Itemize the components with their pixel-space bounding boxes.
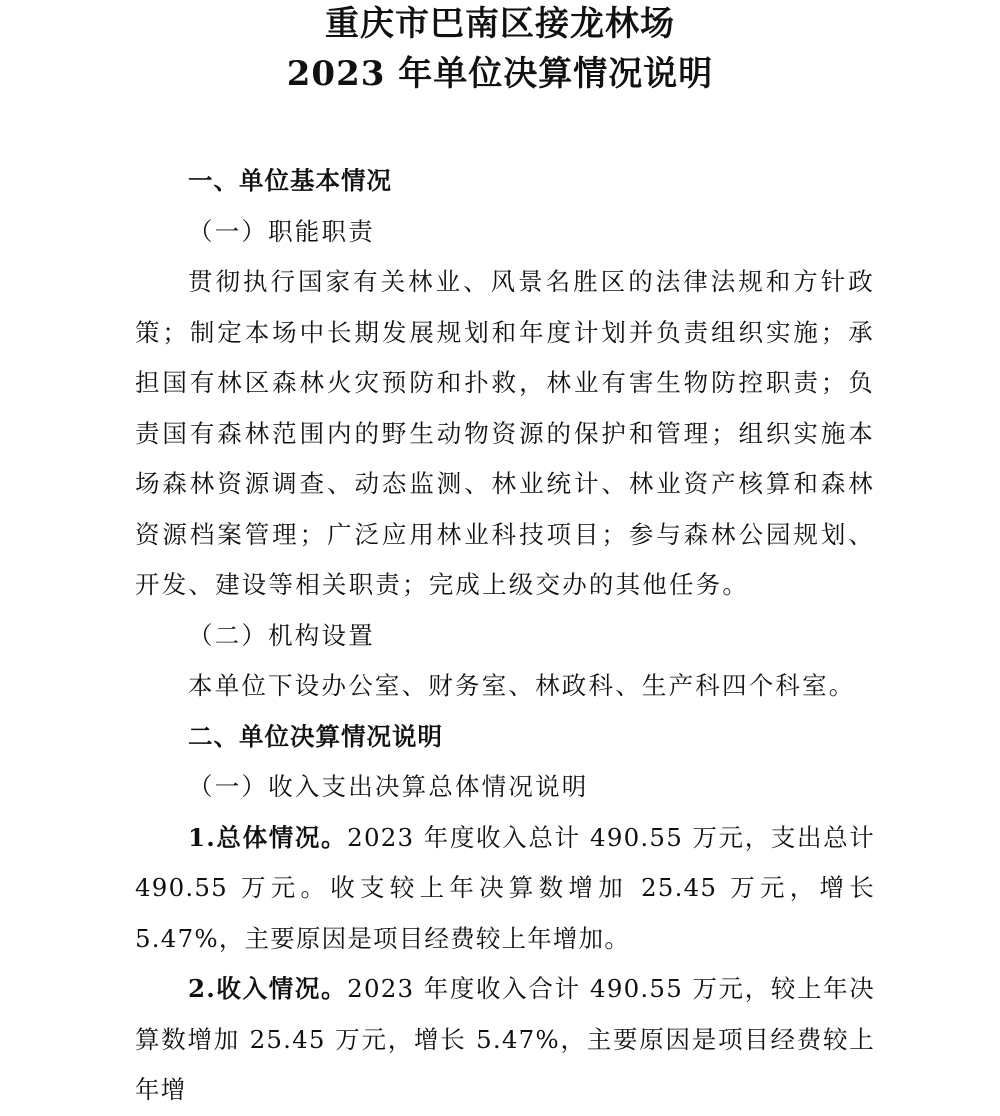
section1-sub2-body: 本单位下设办公室、财务室、林政科、生产科四个科室。 <box>188 671 856 700</box>
section2-item2-body: 2023 年度收入合计 490.55 万元，较上年决算数增加 25.45 万元，增长 5.47%，主要原因是项目经费较上年增 <box>135 974 875 1104</box>
section2-item1-lead: 1.总体情况。 <box>188 822 348 852</box>
section2-item1-body: 2023 年度收入总计 490.55 万元，支出总计 490.55 万元。收支较上年决算数增加 25.45 万元，增长 5.47%，主要原因是项目经费较上年增加。 <box>135 822 875 953</box>
section1-sub1-heading: （一）职能职责 <box>188 216 375 246</box>
section2-heading: 二、单位决算情况说明 <box>188 721 443 751</box>
document-body <box>135 156 875 1116</box>
document-title-line2: 2023 年单位决算情况说明 <box>286 54 714 94</box>
section1-sub2-heading: （二）机构设置 <box>188 620 375 650</box>
section2-item2-paragraph <box>135 964 875 1116</box>
section1-heading: 一、单位基本情况 <box>188 166 392 195</box>
section2-sub1-heading: （一）收入支出决算总体情况说明 <box>188 772 589 801</box>
document-title-line1: 重庆市巴南区接龙林场 <box>325 4 675 44</box>
section2-item1-paragraph <box>135 813 875 965</box>
section2-item2-lead: 2.收入情况。 <box>188 974 348 1003</box>
section1-sub1-body: 贯彻执行国家有关林业、风景名胜区的法律法规和方针政策；制定本场中长期发展规划和年度计划并负责组织实施；承担国有林区森林火灾预防和扑救，林业有害生物防控职责；负责国有森林范围内的野生动物资源的保护和管理；组织实施本场森林资源调查、动态监测、林业统计、林业资产核算和森林资源档案管理；广泛应用林业科技项目；参与森林公园规划、开发、建设等相关职责；完成上级交办的其他任务。 <box>135 267 875 599</box>
